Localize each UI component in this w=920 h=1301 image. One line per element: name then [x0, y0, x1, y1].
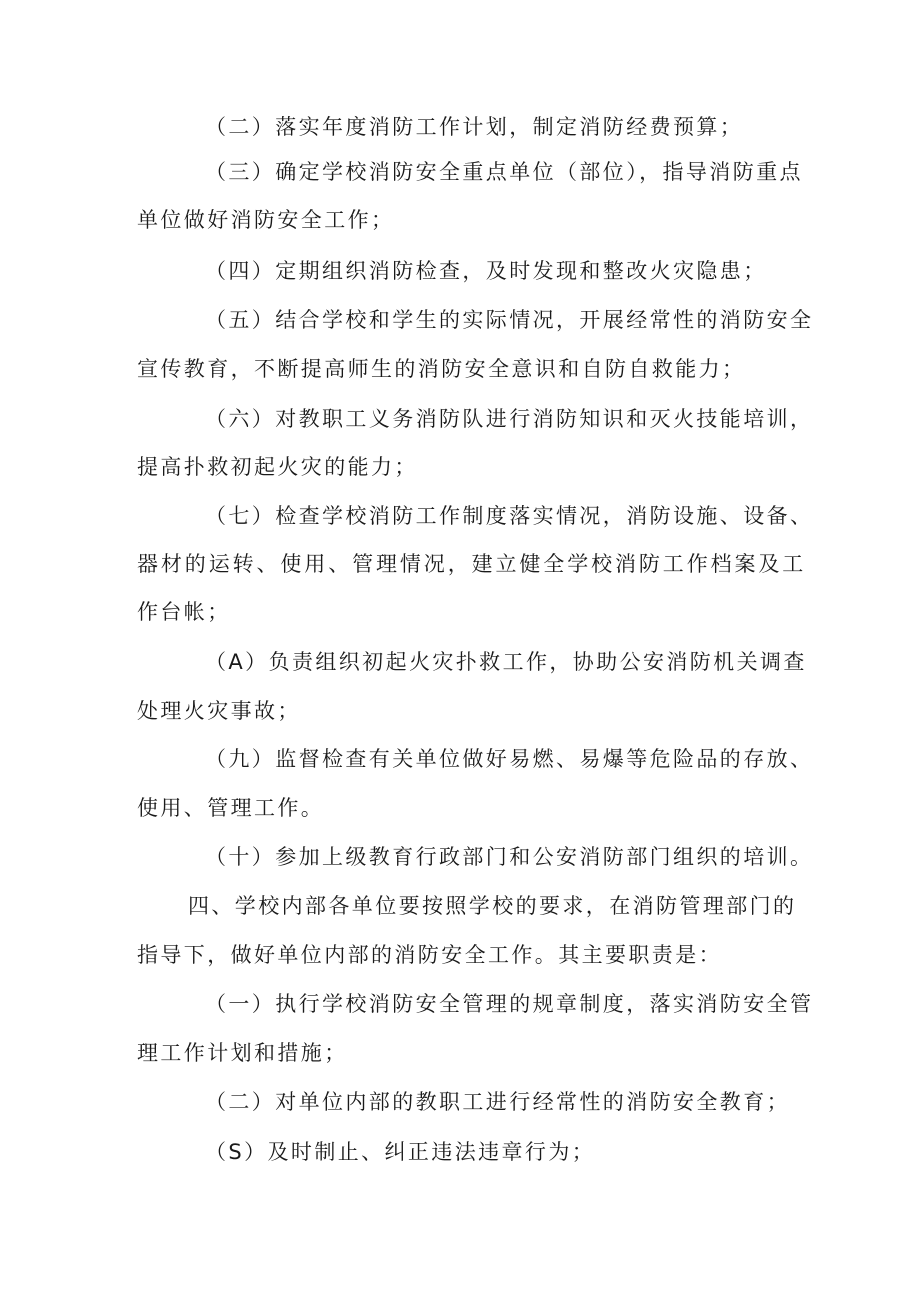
paragraph-line: 器材的运转、使用、管理情况，建立健全学校消防工作档案及工	[137, 552, 807, 576]
paragraph-line: （九）监督检查有关单位做好易燃、易爆等危险品的存放、	[205, 747, 814, 771]
paragraph-line: （S）及时制止、纠正违法违章行为；	[205, 1140, 596, 1164]
paragraph-line: 指导下，做好单位内部的消防安全工作。其主要职责是：	[137, 943, 722, 967]
paragraph-line: 作台帐；	[137, 600, 231, 624]
paragraph-line: （三）确定学校消防安全重点单位（部位），指导消防重点	[205, 160, 803, 184]
paragraph-line: （二）对单位内部的教职工进行经常性的消防安全教育；	[205, 1090, 790, 1114]
paragraph-line: 使用、管理工作。	[137, 796, 325, 820]
paragraph-line: 理工作计划和措施；	[137, 1041, 348, 1065]
paragraph-line: 提高扑救初起火灾的能力；	[137, 455, 418, 479]
paragraph-line: （七）检查学校消防工作制度落实情况，消防设施、设备、	[205, 504, 814, 528]
paragraph-line: （四）定期组织消防检查，及时发现和整改火灾隐患；	[205, 259, 767, 283]
paragraph-line: 单位做好消防安全工作；	[137, 208, 395, 232]
paragraph-line: 四、学校内部各单位要按照学校的要求，在消防管理部门的	[188, 894, 797, 918]
paragraph-line: （一）执行学校消防安全管理的规章制度，落实消防安全管	[205, 992, 814, 1016]
paragraph-line: 宣传教育，不断提高师生的消防安全意识和自防自救能力；	[137, 357, 746, 381]
paragraph-line: （十）参加上级教育行政部门和公安消防部门组织的培训。	[205, 845, 814, 869]
paragraph-line: （A）负责组织初起火灾扑救工作，协助公安消防机关调查	[205, 650, 807, 674]
paragraph-line: （二）落实年度消防工作计划，制定消防经费预算；	[205, 115, 744, 139]
paragraph-line: （五）结合学校和学生的实际情况，开展经常性的消防安全	[205, 308, 814, 332]
paragraph-line: 处理火灾事故；	[137, 699, 301, 723]
paragraph-line: （六）对教职工义务消防队进行消防知识和灭火技能培训，	[205, 407, 814, 431]
